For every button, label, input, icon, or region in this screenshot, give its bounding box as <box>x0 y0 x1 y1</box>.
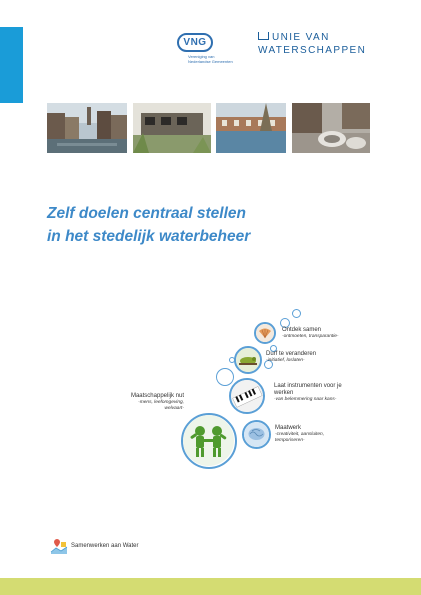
maatwerk-label <box>275 425 345 444</box>
uvw-line1-text: UNIE VAN <box>272 32 330 43</box>
small-bubble-1 <box>292 309 301 318</box>
medium-bubble-1 <box>216 368 234 386</box>
durf-head: Durf te veranderen <box>266 351 317 357</box>
uvw-line1 <box>258 32 330 43</box>
vng-subtitle-line2: Nederlandse Gemeenten <box>188 59 233 64</box>
vng-subtitle-line1: Vereniging van <box>188 54 215 59</box>
vng-subtitle <box>188 54 248 64</box>
title-line1: Zelf doelen centraal stellen <box>47 205 246 222</box>
instrumenten-bubble <box>229 378 265 414</box>
instrumenten-label <box>274 383 359 403</box>
maatwerk-sub1: -creativiteit, aansluiten, <box>275 432 325 437</box>
instrumenten-head1: Laat instrumenten voor je <box>274 383 342 389</box>
blue-side-tab <box>0 27 23 103</box>
footer-band <box>0 578 421 595</box>
maatwerk-bubble <box>242 420 271 449</box>
map-pin-icon <box>49 536 69 556</box>
page-title <box>47 202 250 248</box>
waterfront-houses-photo <box>133 103 211 153</box>
brand-text: Samenwerken aan Water <box>71 543 139 549</box>
ontdek-samen-sub: -ontmoeten, transparantie- <box>282 334 339 339</box>
durf-te-veranderen-label <box>266 351 351 364</box>
maatwerk-sub2: temporiseren- <box>275 438 305 443</box>
uvw-logo <box>258 32 373 60</box>
maatschappelijk-sub: -mens, leefomgeving, welvaart- <box>138 400 184 411</box>
durf-te-veranderen-bubble <box>234 346 262 374</box>
vng-logo <box>175 33 245 69</box>
river-houses-photo <box>216 103 286 153</box>
instrumenten-sub: -van belemmering naar kans- <box>274 397 337 402</box>
title-line2: in het stedelijk waterbeheer <box>47 228 251 245</box>
ontdek-samen-head: Ontdek samen <box>282 327 322 333</box>
maatschappelijk-head: Maatschappelijk nut <box>130 393 184 399</box>
uvw-mark-icon <box>258 32 269 40</box>
vng-badge-text: VNG <box>183 37 207 48</box>
uvw-line2: WATERSCHAPPEN <box>258 45 367 56</box>
vng-badge <box>177 33 213 52</box>
maatschappelijk-nut-label <box>118 393 184 412</box>
canal-city-photo <box>47 103 127 153</box>
maatwerk-head: Maatwerk <box>275 425 302 431</box>
instrumenten-head2: werken <box>274 390 294 396</box>
durf-sub: -initiatief, loslaten- <box>266 358 305 363</box>
maatschappelijk-nut-bubble <box>181 413 237 469</box>
ontdek-samen-label <box>282 327 357 340</box>
ontdek-samen-bubble <box>254 322 276 344</box>
sewer-pipes-photo <box>292 103 370 153</box>
